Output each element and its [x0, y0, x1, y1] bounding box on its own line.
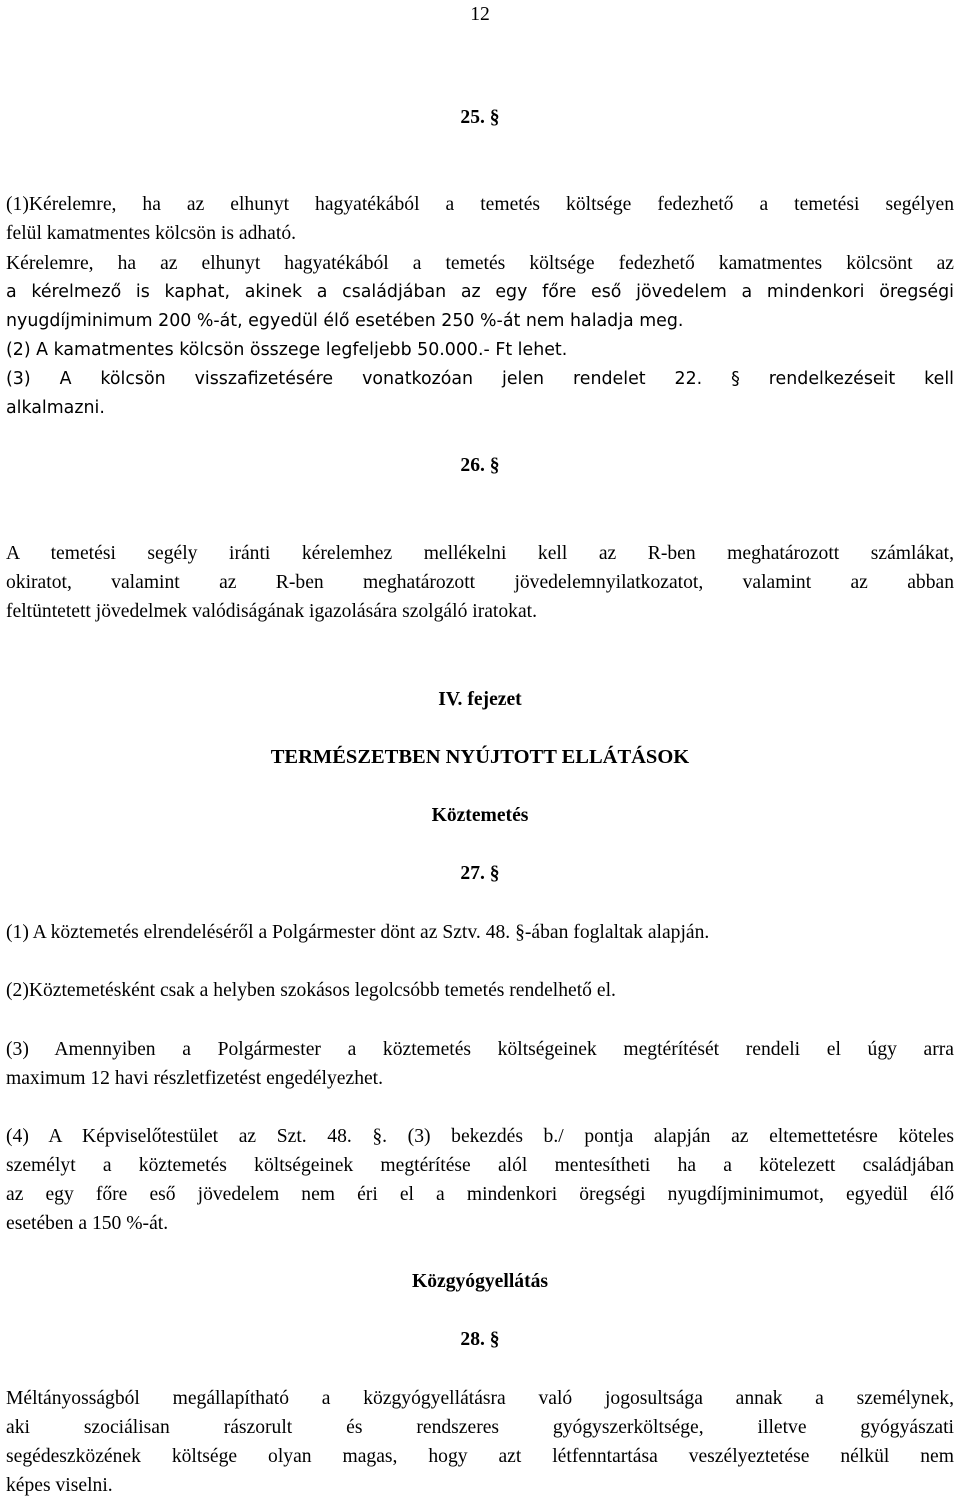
section-25-body — [6, 190, 960, 423]
paragraph-line: felül kamatmentes kölcsön is adható. — [6, 223, 297, 244]
paragraph-line: Kérelemre, ha az elhunyt hagyatékából a temetés költsége fedezhető kamatmentes kölcsönt az — [6, 253, 954, 274]
paragraph-line: (3) Amennyiben a Polgármester a köztemetés költségeinek megtérítését rendeli el úgy arra — [6, 1039, 954, 1060]
paragraph-line: nyugdíjminimum 200 %-át, egyedül élő esetében 250 %-át nem haladja meg. — [6, 311, 684, 331]
paragraph-line: segédeszközének költsége olyan magas, hogy azt létfenntartása veszélyeztetése nélkül nem — [6, 1446, 954, 1467]
paragraph-line: (2) A kamatmentes kölcsön összege legfeljebb 50.000.- Ft lehet. — [6, 340, 568, 360]
section-27-p3 — [6, 1035, 960, 1093]
section-26-heading: 26. § — [460, 455, 500, 476]
paragraph-line: az egy főre eső jövedelem nem éri el a mindenkori öregségi nyugdíjminimumot, egyedül élő — [6, 1184, 954, 1205]
subheading-koztemetes: Köztemetés — [431, 805, 529, 826]
paragraph-line: maximum 12 havi részletfizetést engedélyezhet. — [6, 1068, 384, 1089]
paragraph-line: A temetési segély iránti kérelemhez mellékelni kell az R-ben meghatározott számlákat, — [6, 543, 954, 564]
section-27-heading: 27. § — [460, 863, 500, 884]
paragraph-line: esetében a 150 %-át. — [6, 1213, 169, 1234]
paragraph-line: (1) A köztemetés elrendeléséről a Polgármester dönt az Sztv. 48. §-ában foglaltak alapján. — [6, 922, 710, 943]
paragraph-line: feltüntetett jövedelmek valódiságának igazolására szolgáló iratokat. — [6, 601, 538, 622]
paragraph-line: alkalmazni. — [6, 398, 105, 418]
section-27-p4 — [6, 1122, 960, 1238]
section-28-body — [6, 1384, 960, 1500]
paragraph-line: személyt a köztemetés költségeinek megtérítése alól mentesítheti ha a kötelezett családjában — [6, 1155, 954, 1176]
paragraph-line: (2)Köztemetésként csak a helyben szokásos legolcsóbb temetés rendelhető el. — [6, 980, 616, 1001]
section-26-body — [6, 539, 960, 626]
section-27-p2 — [6, 976, 960, 1005]
paragraph-line: képes viselni. — [6, 1475, 113, 1496]
paragraph-line: (4) A Képviselőtestület az Szt. 48. §. (3) bekezdés b./ pontja alapján az eltemettetésre köteles — [6, 1126, 954, 1147]
chapter-number: IV. fejezet — [438, 689, 522, 710]
paragraph-line: okiratot, valamint az R-ben meghatározott jövedelemnyilatkozatot, valamint az abban — [6, 572, 954, 593]
paragraph-line: a kérelmező is kaphat, akinek a családjában az egy főre eső jövedelem a mindenkori öregségi — [6, 282, 954, 302]
chapter-title: TERMÉSZETBEN NYÚJTOTT ELLÁTÁSOK — [270, 746, 690, 768]
paragraph-line: aki szociálisan rászorult és rendszeres gyógyszerköltsége, illetve gyógyászati — [6, 1417, 954, 1438]
section-27-p1 — [6, 918, 960, 947]
subheading-kozgyogyellatas: Közgyógyellátás — [411, 1271, 549, 1292]
paragraph-line: (3) A kölcsön visszafizetésére vonatkozóan jelen rendelet 22. § rendelkezéseit kell — [6, 369, 954, 389]
page-number: 12 — [470, 4, 490, 25]
section-28-heading: 28. § — [460, 1329, 500, 1350]
paragraph-line: Méltányosságból megállapítható a közgyógyellátásra való jogosultsága annak a személynek, — [6, 1388, 954, 1409]
paragraph-line: (1)Kérelemre, ha az elhunyt hagyatékából a temetés költsége fedezhető a temetési segélyen — [6, 194, 954, 215]
section-25-heading: 25. § — [460, 107, 500, 128]
